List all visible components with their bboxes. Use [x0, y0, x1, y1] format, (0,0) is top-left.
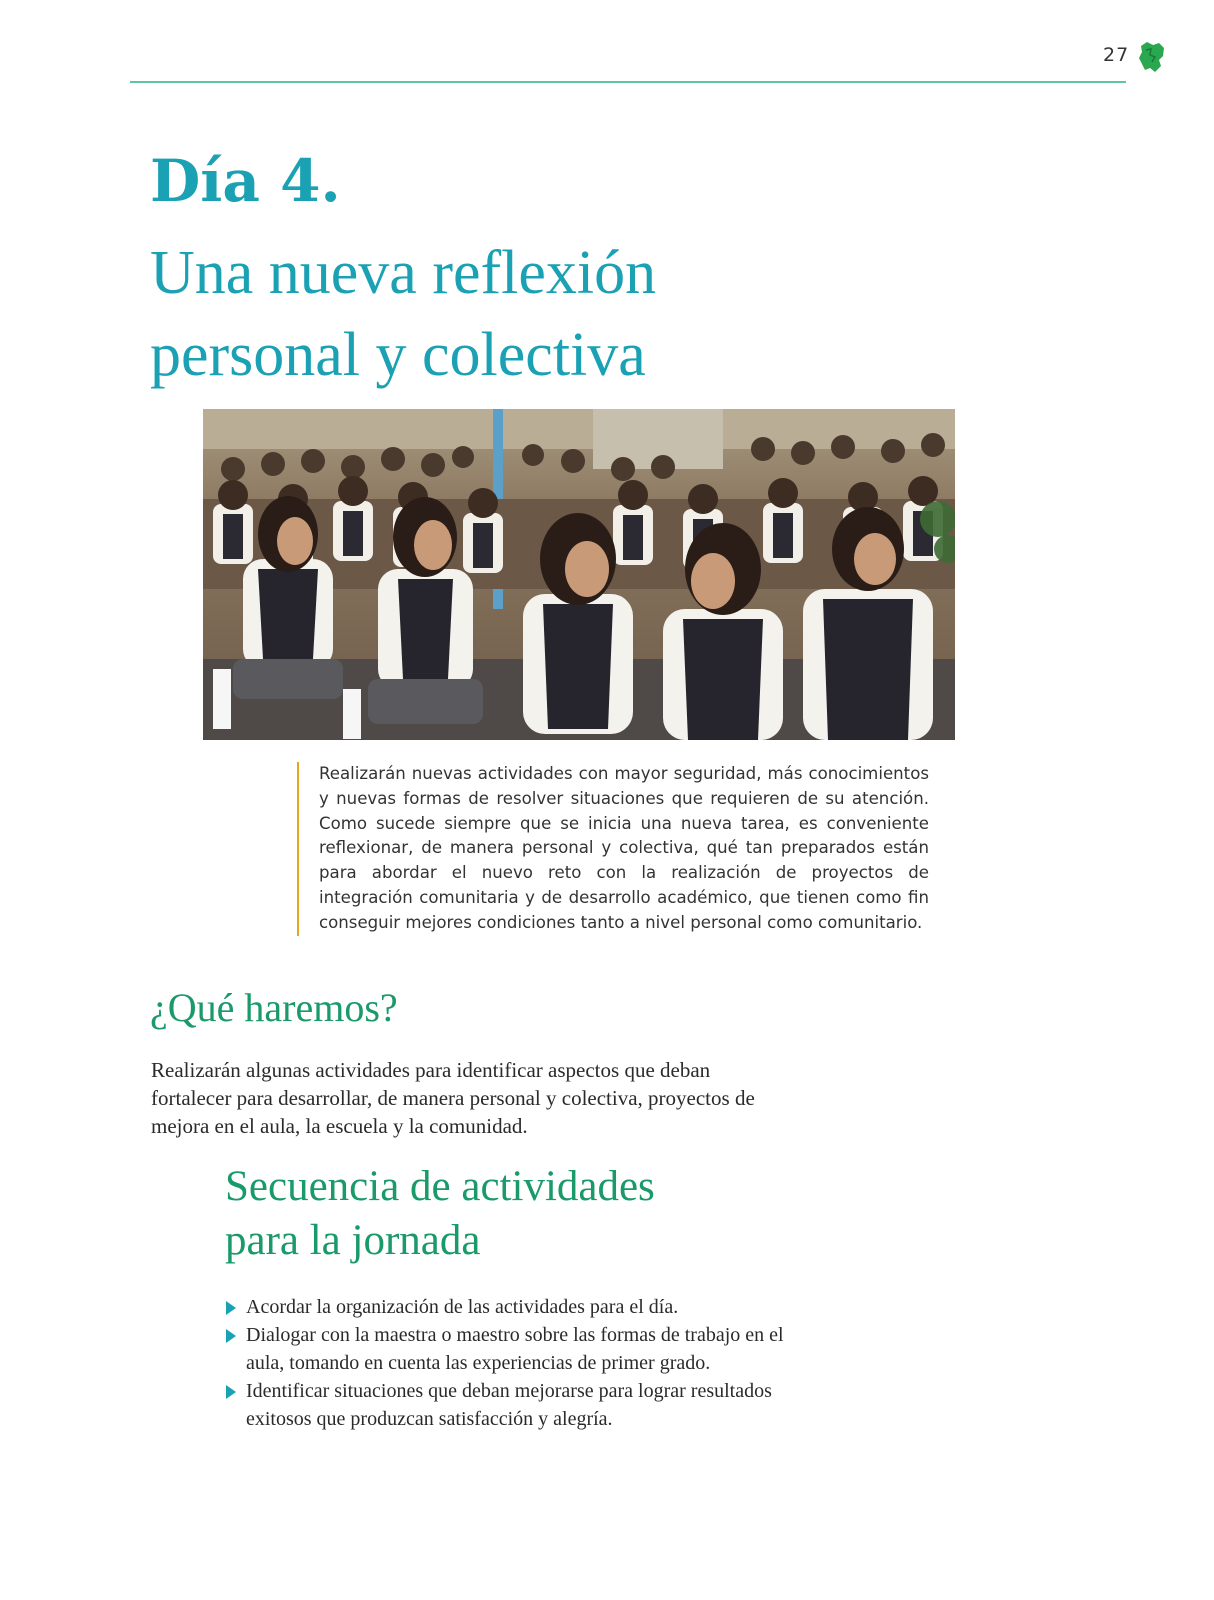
- list-item: [226, 1293, 826, 1321]
- que-haremos-text: Realizarán algunas actividades para identificar aspectos que deban fortalecer para desarrollar, de manera personal y colectiva, proyectos de mejora en el aula, la escuela y la comunidad.: [151, 1058, 755, 1138]
- triangle-bullet-icon: [226, 1385, 236, 1399]
- list-item-text: Dialogar con la maestra o maestro sobre las formas de trabajo en el aula, tomando en cuenta las experiencias de primer grado.: [246, 1324, 784, 1374]
- activity-list: [226, 1293, 826, 1433]
- photo-illustration: [203, 409, 955, 740]
- secuencia-heading-line-2: para la jornada: [225, 1217, 481, 1264]
- day-title: Día 4.: [150, 147, 341, 215]
- subtitle: [150, 232, 656, 396]
- secuencia-heading-line-1: Secuencia de actividades: [225, 1163, 655, 1210]
- list-item-text: Identificar situaciones que deban mejorarse para lograr resultados exitosos que produzcan satisfacción y alegría.: [246, 1380, 772, 1430]
- triangle-bullet-icon: [226, 1329, 236, 1343]
- intro-text: Realizarán nuevas actividades con mayor seguridad, más conocimientos y nuevas formas de resolver situaciones que requieren de su atención. Como sucede siempre que se inicia una nueva tarea, es conveniente reflexionar, de manera personal y colectiva, qué tan preparados están para abordar el nuevo reto con la realización de proyectos de integración comunitaria y de desarrollo académico, que tienen como fin conseguir mejores condiciones tanto a nivel personal como comunitario.: [319, 764, 929, 932]
- secuencia-heading: [225, 1160, 655, 1268]
- header-rule: [130, 81, 1126, 83]
- list-item-text: Acordar la organización de las actividades para el día.: [246, 1296, 679, 1318]
- list-item: [226, 1321, 826, 1377]
- list-item: [226, 1377, 826, 1433]
- page-number: 27: [1103, 44, 1130, 66]
- subtitle-line-2: personal y colectiva: [150, 321, 646, 389]
- subtitle-line-1: Una nueva reflexión: [150, 239, 657, 307]
- triangle-bullet-icon: [226, 1301, 236, 1315]
- que-haremos-heading: ¿Qué haremos?: [150, 985, 398, 1030]
- students-seated-photo: [203, 409, 955, 740]
- intro-block: [297, 762, 929, 936]
- green-map-icon: [1137, 40, 1167, 74]
